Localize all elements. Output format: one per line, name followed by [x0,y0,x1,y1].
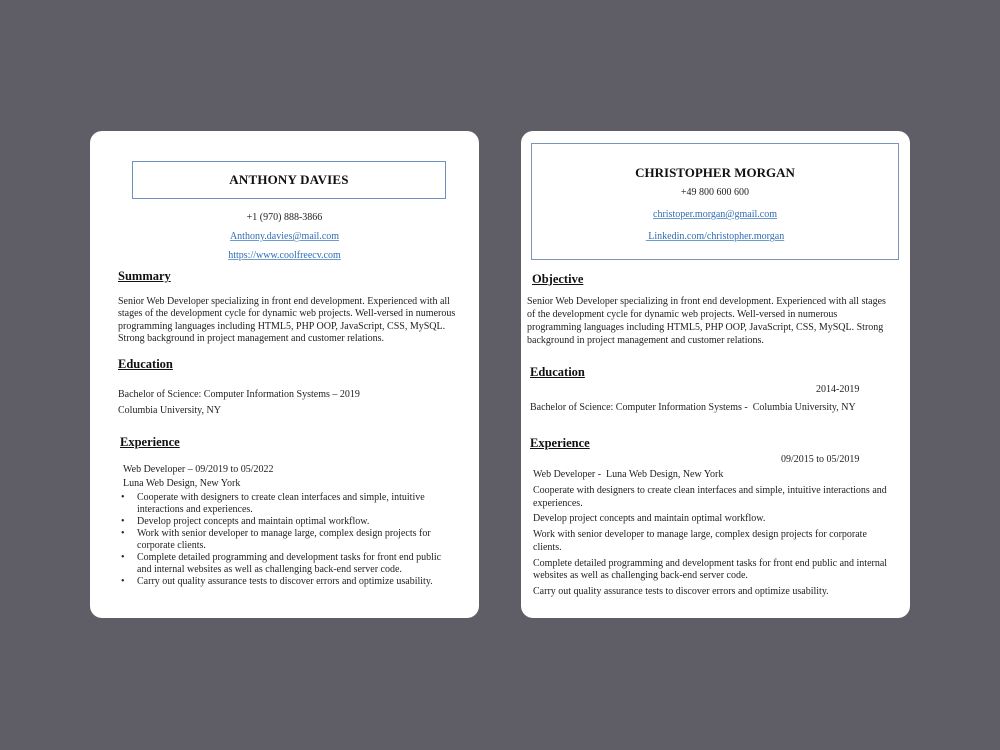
summary-line: Senior Web Developer specializing in front end development. Experienced with all [118,296,450,307]
list-item: Work with senior developer to manage large, complex design projects for corporate clients. [533,529,867,553]
objective-line: Senior Web Developer specializing in front end development. Experienced with all stages [527,296,886,307]
linkedin-link[interactable]: Linkedin.com/christopher.morgan [645,231,785,242]
resume-card-anthony-davies [90,131,479,618]
summary-line: stages of the development cycle for dynamic web projects. Well-versed in numerous [118,308,456,320]
education-degree: Bachelor of Science: Computer Information Systems – 2019 [118,389,360,400]
education-degree: Bachelor of Science: Computer Information Systems - Columbia University, NY [530,402,856,413]
list-item: Carry out quality assurance tests to discover errors and optimize usability. [533,586,829,598]
job-responsibilities-list [118,492,468,588]
objective-line: of the development cycle for dynamic web projects. Well-versed in numerous [527,309,838,320]
job-responsibilities-list [533,485,908,602]
list-item: • Work with senior developer to manage large, complex design projects for corporate clients. [118,528,468,552]
job-title: Web Developer – 09/2019 to 05/2022 [123,464,274,475]
education-years: 2014-2019 [816,384,860,395]
list-item: • Carry out quality assurance tests to discover errors and optimize usability. [118,576,468,588]
education-school: Columbia University, NY [118,405,221,416]
list-item: Cooperate with designers to create clean interfaces and simple, intuitive interactions and experiences. [533,485,887,509]
phone-number: +49 800 600 600 [680,187,750,198]
phone-number: +1 (970) 888-3866 [246,212,323,223]
objective-text [527,295,907,347]
website-link[interactable]: https://www.coolfreecv.com [228,250,341,261]
name-header-box [531,143,899,260]
candidate-name: CHRISTOPHER MORGAN [635,165,795,180]
resume-card-christopher-morgan [521,131,910,618]
summary-text [118,296,468,345]
list-item: Develop project concepts and maintain optimal workflow. [533,513,766,525]
candidate-name: ANTHONY DAVIES [229,172,349,187]
job-company: Luna Web Design, New York [123,478,241,489]
summary-line: programming languages including HTML5, PHP OOP, JavaScript, CSS, MySQL. [118,320,446,332]
job-dates: 09/2015 to 05/2019 [781,454,860,465]
objective-line: background in project management and customer relations. [527,335,764,346]
list-item: Complete detailed programming and development tasks for front end public and internal websites as well as challenging back-end server code. [533,557,888,582]
summary-line: Strong background in project management and customer relations. [118,332,385,344]
experience-heading: Experience [530,436,590,450]
experience-heading: Experience [120,435,180,449]
list-item: • Complete detailed programming and development tasks for front end public and internal websites as well as challenging back-end server code. [118,552,468,576]
summary-heading: Summary [118,269,171,283]
list-item: • Cooperate with designers to create clean interfaces and simple, intuitive interactions and experiences. [118,492,468,516]
email-link[interactable]: christoper.morgan@gmail.com [653,209,777,220]
objective-heading: Objective [532,272,584,286]
job-title: Web Developer - Luna Web Design, New York [533,469,724,480]
objective-line: programming languages including HTML5, PHP OOP, JavaScript, CSS, MySQL. Strong [527,322,884,333]
education-heading: Education [530,365,585,379]
email-link[interactable]: Anthony.davies@mail.com [229,231,340,242]
list-item: • Develop project concepts and maintain optimal workflow. [118,516,468,528]
education-heading: Education [118,357,173,371]
name-header-box [132,161,446,199]
